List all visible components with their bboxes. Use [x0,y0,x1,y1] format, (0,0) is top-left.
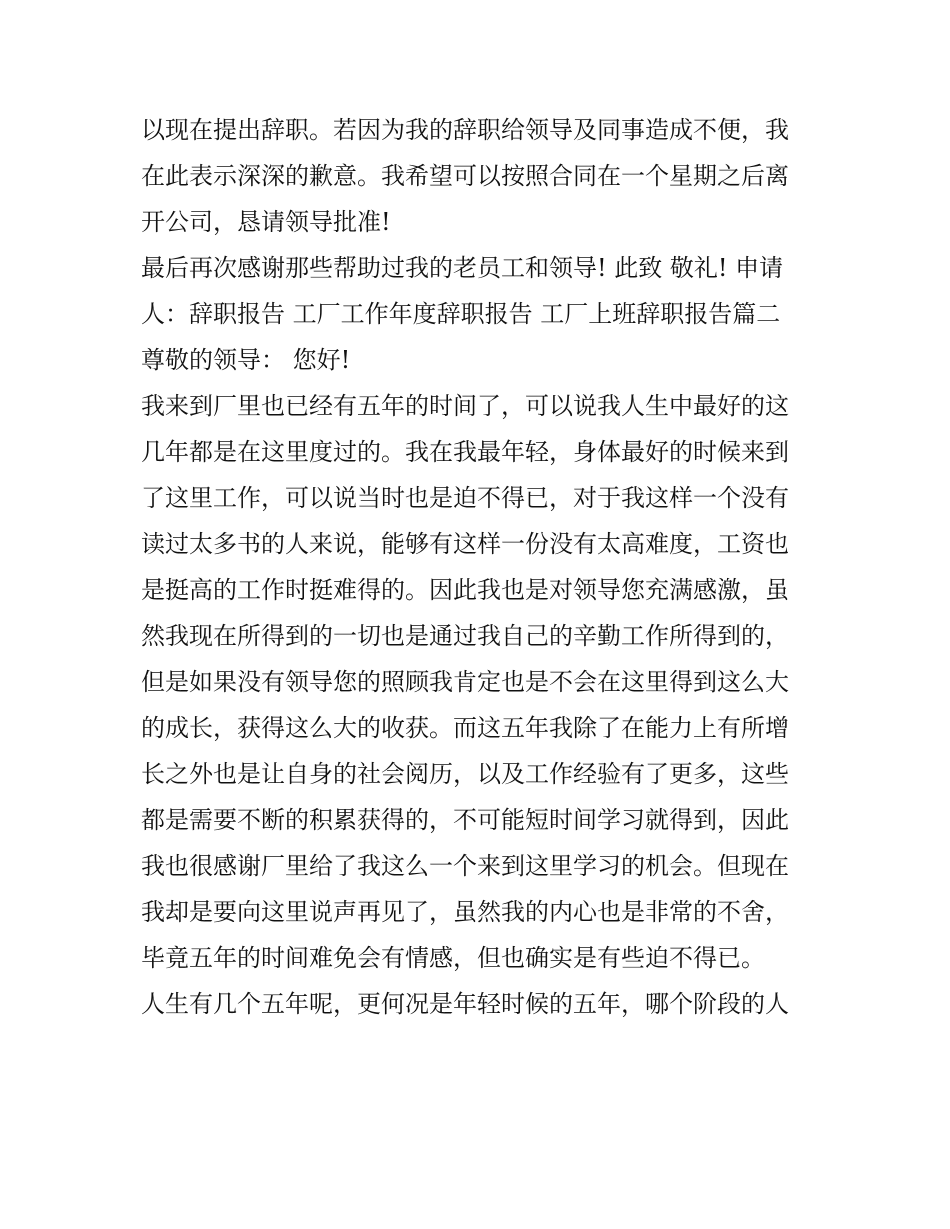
text-line: 长之外也是让自身的社会阅历，以及工作经验有了更多，这些 [141,760,789,788]
text-line: 人生有几个五年呢，更何况是年轻时候的五年，哪个阶段的人 [141,990,789,1018]
paragraph-five-years [141,383,821,981]
document-body [141,107,821,1027]
text-line: 开公司，恳请领导批准! [141,208,391,236]
text-line: 人：辞职报告 工厂工作年度辞职报告 工厂上班辞职报告篇二 [141,300,781,328]
text-line: 都是需要不断的积累获得的，不可能短时间学习就得到，因此 [141,806,789,834]
text-line: 以现在提出辞职。若因为我的辞职给领导及同事造成不便，我 [141,116,789,144]
text-line: 是挺高的工作时挺难得的。因此我也是对领导您充满感激，虽 [141,576,789,604]
paragraph-life-years [141,981,821,1027]
text-line: 然我现在所得到的一切也是通过我自己的辛勤工作所得到的， [141,622,789,650]
text-line: 我来到厂里也已经有五年的时间了，可以说我人生中最好的这 [141,392,789,420]
text-line: 但是如果没有领导您的照顾我肯定也是不会在这里得到这么大 [141,668,789,696]
text-line: 尊敬的领导： 您好! [141,346,351,374]
text-line: 毕竟五年的时间难免会有情感，但也确实是有些迫不得已。 [141,944,765,972]
text-line: 在此表示深深的歉意。我希望可以按照合同在一个星期之后离 [141,162,789,190]
text-line: 最后再次感谢那些帮助过我的老员工和领导! 此致 敬礼! 申请 [141,254,784,282]
paragraph-resignation-request [141,107,821,245]
text-line: 了这里工作，可以说当时也是迫不得已，对于我这样一个没有 [141,484,789,512]
text-line: 几年都是在这里度过的。我在我最年轻，身体最好的时候来到 [141,438,789,466]
text-line: 读过太多书的人来说，能够有这样一份没有太高难度，工资也 [141,530,789,558]
paragraph-closing-and-heading [141,245,821,383]
text-line: 的成长，获得这么大的收获。而这五年我除了在能力上有所增 [141,714,789,742]
text-line: 我也很感谢厂里给了我这么一个来到这里学习的机会。但现在 [141,852,789,880]
text-line: 我却是要向这里说声再见了，虽然我的内心也是非常的不舍， [141,898,789,926]
